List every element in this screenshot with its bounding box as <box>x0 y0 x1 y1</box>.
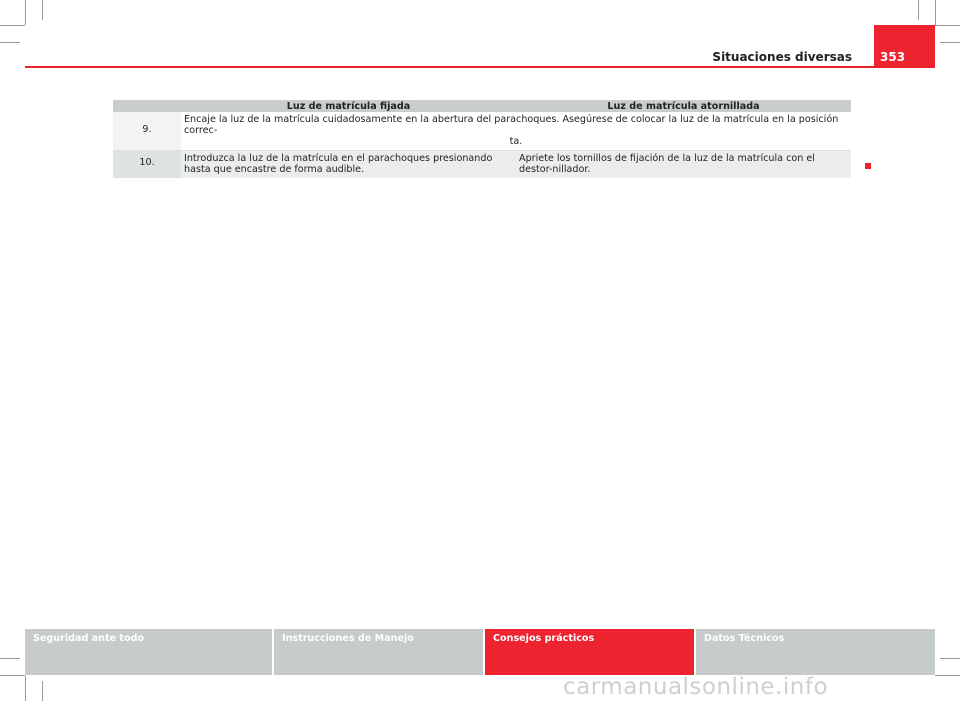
column-header-atornillada: Luz de matrícula atornillada <box>516 100 851 112</box>
table-row <box>113 112 851 151</box>
footer-tab-label: Seguridad ante todo <box>33 633 145 644</box>
step-number: 10. <box>113 151 181 178</box>
step-text-line: ta. <box>509 136 523 147</box>
page-number: 353 <box>880 50 906 64</box>
crop-mark <box>935 675 960 676</box>
crop-mark <box>918 0 919 20</box>
crop-mark <box>42 0 43 20</box>
instruction-table <box>113 100 851 178</box>
step-text-atornillada: Apriete los tornillos de fijación de la luz de la matrícula con el destor-nillador. <box>516 151 851 178</box>
table-header-row <box>113 100 851 112</box>
crop-mark <box>42 681 43 701</box>
crop-mark <box>940 658 960 659</box>
footer-tab-instrucciones[interactable] <box>274 629 483 675</box>
crop-mark <box>25 0 26 25</box>
crop-mark <box>0 658 20 659</box>
crop-mark <box>0 25 25 26</box>
step-text-combined <box>181 112 851 151</box>
crop-mark <box>0 675 25 676</box>
crop-mark <box>0 42 20 43</box>
crop-mark <box>25 676 26 701</box>
column-header-fijada: Luz de matrícula fijada <box>181 100 516 112</box>
crop-mark <box>940 42 960 43</box>
step-number: 9. <box>113 112 181 151</box>
crop-mark <box>935 25 960 26</box>
step-text-fijada: Introduzca la luz de la matrícula en el parachoques presionando hasta que encastre de forma audible. <box>181 151 516 178</box>
footer-tab-label: Instrucciones de Manejo <box>282 633 414 644</box>
step-text-line: Encaje la luz de la matrícula cuidadosamente en la abertura del parachoques. Asegúrese de colocar la luz de la matrícula en la posición correc- <box>184 114 839 136</box>
footer-tab-seguridad[interactable] <box>25 629 272 675</box>
column-header-step <box>113 100 181 112</box>
footer-tab-consejos[interactable] <box>485 629 694 675</box>
section-title: Situaciones diversas <box>712 50 852 64</box>
footer-tab-label: Datos Técnicos <box>704 633 785 644</box>
watermark: carmanualsonline.info <box>563 674 829 700</box>
footer-tab-datos[interactable] <box>696 629 935 675</box>
footer-tab-label: Consejos prácticos <box>493 633 595 644</box>
table-row <box>113 151 851 178</box>
header-rule <box>25 66 935 68</box>
crop-mark <box>935 0 936 25</box>
section-end-marker <box>865 163 871 169</box>
